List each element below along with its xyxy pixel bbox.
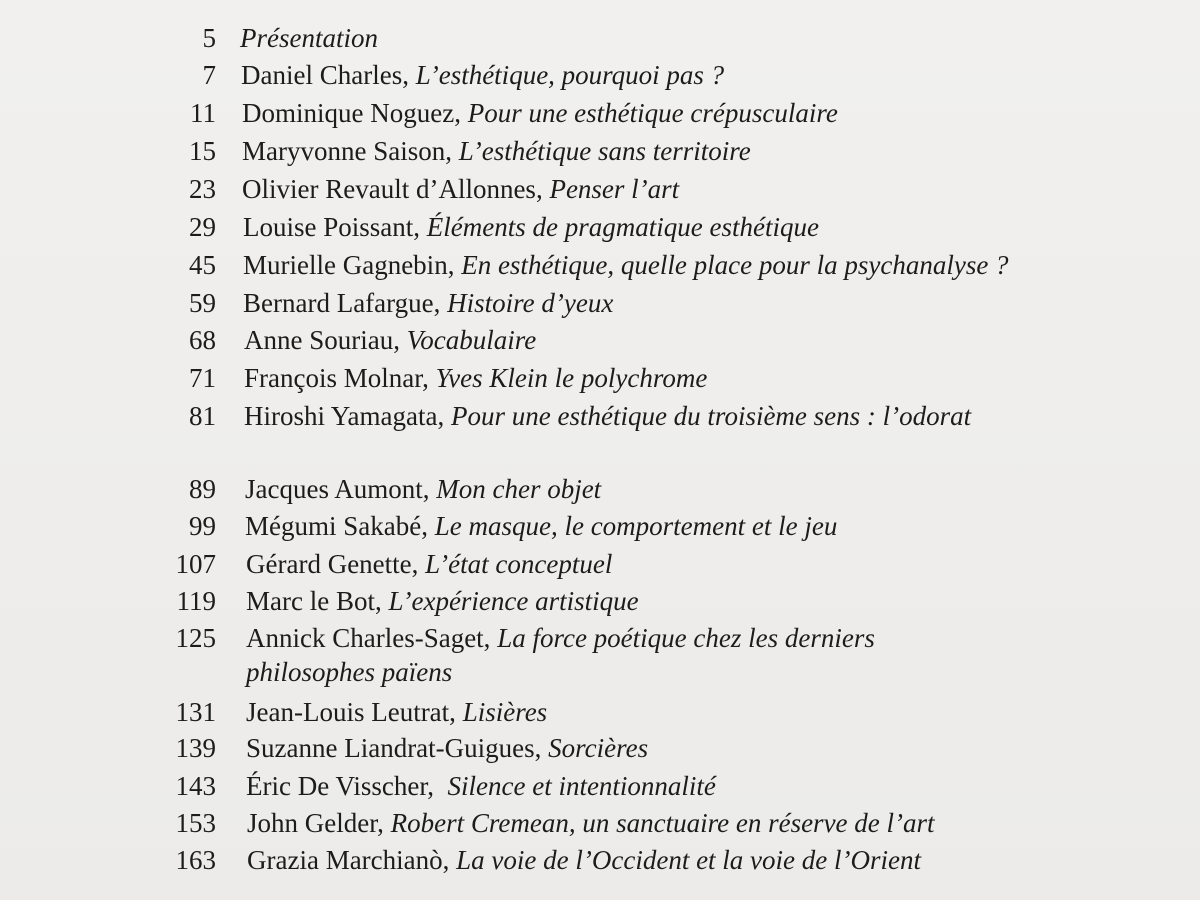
page-number: 7 <box>202 60 216 90</box>
toc-entry <box>0 843 1200 877</box>
page-number: 143 <box>175 771 216 801</box>
entry-text <box>247 806 935 840</box>
entry-text <box>246 769 716 803</box>
page-number: 5 <box>202 23 216 53</box>
author: Hiroshi Yamagata, <box>244 401 451 431</box>
toc-entry <box>0 248 1200 282</box>
entry-text <box>242 172 679 206</box>
entry-text <box>244 361 707 395</box>
work-title: Mon cher objet <box>436 474 602 504</box>
page-number: 107 <box>175 549 216 579</box>
page-number: 153 <box>175 808 216 838</box>
author: Jean-Louis Leutrat, <box>246 697 463 727</box>
page-number: 15 <box>189 136 216 166</box>
entry-text <box>246 547 612 581</box>
entry-text <box>245 509 837 543</box>
page-number: 89 <box>189 474 216 504</box>
toc-entry <box>0 58 1200 92</box>
author: John Gelder, <box>247 808 391 838</box>
work-title: Éléments de pragmatique esthétique <box>426 212 819 242</box>
toc-entry <box>0 96 1200 130</box>
author: Anne Souriau, <box>244 325 407 355</box>
author: Annick Charles-Saget, <box>246 623 498 653</box>
page-number: 131 <box>175 697 216 727</box>
author: Mégumi Sakabé, <box>245 511 435 541</box>
author: Éric De Visscher, <box>246 771 448 801</box>
toc-entry <box>0 361 1200 395</box>
toc-entry <box>0 806 1200 840</box>
work-title: L’esthétique sans territoire <box>458 136 751 166</box>
work-title: Lisières <box>462 697 548 727</box>
author: Marc le Bot, <box>246 586 389 616</box>
author: Gérard Genette, <box>246 549 426 579</box>
work-title: Pour une esthétique crépusculaire <box>467 98 838 128</box>
entry-text <box>241 58 724 92</box>
work-title: La force poétique chez les derniers <box>497 623 875 653</box>
author: Grazia Marchianò, <box>247 845 457 875</box>
work-title: L’esthétique, pourquoi pas ? <box>415 60 725 90</box>
work-title: Robert Cremean, un sanctuaire en réserve de l’art <box>390 808 935 838</box>
entry-text <box>246 695 547 729</box>
entry-text <box>243 210 819 244</box>
entry-text <box>244 323 536 357</box>
page-number: 81 <box>189 401 216 431</box>
work-title-continuation: philosophes païens <box>246 657 453 687</box>
page-number: 23 <box>189 174 216 204</box>
entry-text <box>243 286 613 320</box>
author: Louise Poissant, <box>243 212 427 242</box>
toc-entry <box>0 472 1200 506</box>
author: Murielle Gagnebin, <box>243 250 462 280</box>
work-title: Vocabulaire <box>406 325 537 355</box>
toc-entry <box>0 399 1200 433</box>
toc-entry <box>0 547 1200 581</box>
page-number: 125 <box>175 623 216 653</box>
entry-text <box>247 843 921 877</box>
author: Bernard Lafargue, <box>243 288 448 318</box>
work-title: La voie de l’Occident et la voie de l’Orient <box>456 845 921 875</box>
page-number: 119 <box>176 586 216 616</box>
toc-entry <box>0 731 1200 765</box>
toc-entry <box>0 695 1200 729</box>
toc-entry <box>0 323 1200 357</box>
page-number: 29 <box>189 212 216 242</box>
page-number: 68 <box>189 325 216 355</box>
page-number: 99 <box>189 511 216 541</box>
author: Olivier Revault d’Allonnes, <box>242 174 550 204</box>
toc-entry <box>0 621 1200 693</box>
toc-entry <box>0 134 1200 168</box>
entry-text <box>242 96 838 130</box>
work-title: Présentation <box>240 23 378 53</box>
toc-entry <box>0 172 1200 206</box>
work-title: Silence et intentionnalité <box>447 771 716 801</box>
author: Suzanne Liandrat-Guigues, <box>246 733 549 763</box>
page-number: 45 <box>189 250 216 280</box>
work-title: L’état conceptuel <box>425 549 613 579</box>
entry-text <box>246 584 639 618</box>
toc-entry <box>0 210 1200 244</box>
entry-text <box>240 21 378 55</box>
work-title: Le masque, le comportement et le jeu <box>434 511 838 541</box>
toc-entry <box>0 769 1200 803</box>
entry-text <box>244 399 971 433</box>
page-number: 139 <box>175 733 216 763</box>
page-number: 59 <box>189 288 216 318</box>
toc-entry <box>0 21 1200 55</box>
work-title: En esthétique, quelle place pour la psychanalyse ? <box>461 250 1009 280</box>
toc-entry <box>0 286 1200 320</box>
toc-entry <box>0 584 1200 618</box>
entry-text <box>246 731 648 765</box>
entry-text <box>243 248 1009 282</box>
work-title: Histoire d’yeux <box>447 288 614 318</box>
author: Jacques Aumont, <box>245 474 437 504</box>
author: Daniel Charles, <box>241 60 416 90</box>
author: Maryvonne Saison, <box>242 136 459 166</box>
toc-entry <box>0 509 1200 543</box>
author: François Molnar, <box>244 363 436 393</box>
page-number: 71 <box>189 363 216 393</box>
entry-text <box>245 472 601 506</box>
work-title: L’expérience artistique <box>388 586 639 616</box>
entry-text <box>246 621 875 655</box>
author: Dominique Noguez, <box>242 98 468 128</box>
entry-text <box>242 134 751 168</box>
work-title: Penser l’art <box>549 174 680 204</box>
page-number: 11 <box>190 98 216 128</box>
work-title: Pour une esthétique du troisième sens : l’odorat <box>450 401 972 431</box>
work-title: Yves Klein le polychrome <box>435 363 708 393</box>
work-title: Sorcières <box>548 733 649 763</box>
page-number: 163 <box>175 845 216 875</box>
